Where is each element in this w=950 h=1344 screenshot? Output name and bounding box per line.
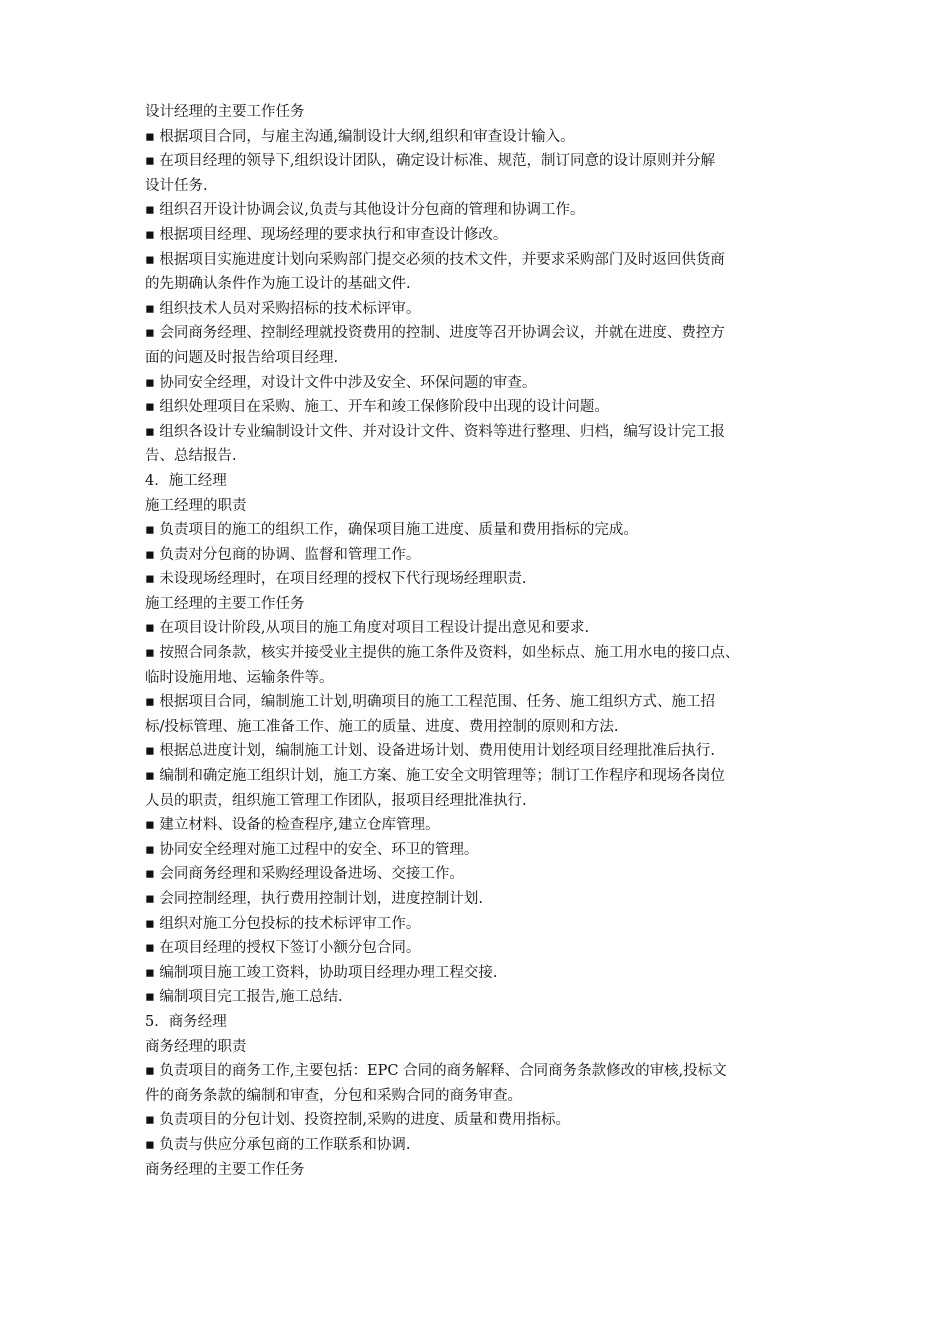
bullet-line: ▪ 负责项目的分包计划、投资控制,采购的进度、质量和费用指标。 bbox=[145, 1112, 571, 1129]
bullet-line: ▪ 负责对分包商的协调、监督和管理工作。 bbox=[145, 546, 421, 563]
text-line: 件的商务条款的编制和审查，分包和采购合同的商务审查。 bbox=[145, 1087, 522, 1104]
bullet-line: ▪ 在项目设计阶段,从项目的施工角度对项目工程设计提出意见和要求. bbox=[145, 620, 590, 637]
text-line: 施工经理的职责 bbox=[145, 497, 247, 514]
bullet-line: ▪ 会同控制经理，执行费用控制计划，进度控制计划. bbox=[145, 891, 484, 907]
text-line: 告、总结报告. bbox=[145, 448, 237, 465]
text-line: 设计经理的主要工作任务 bbox=[145, 104, 305, 120]
bullet-line: ▪ 根据总进度计划，编制施工计划、设备进场计划、费用使用计划经项目经理批准后执行. bbox=[145, 743, 716, 760]
text-line: 商务经理的主要工作任务 bbox=[145, 1161, 305, 1178]
bullet-line: ▪ 会同商务经理和采购经理设备进场、交接工作。 bbox=[145, 866, 464, 883]
bullet-line: ▪ 协同安全经理，对设计文件中涉及安全、环保问题的审查。 bbox=[145, 374, 537, 391]
text-line: 商务经理的职责 bbox=[145, 1038, 247, 1055]
text-line: 人员的职责，组织施工管理工作团队，报项目经理批准执行. bbox=[145, 792, 527, 809]
bullet-line: ▪ 在项目经理的授权下签订小额分包合同。 bbox=[145, 940, 421, 957]
section-heading: 5．商务经理 bbox=[145, 1013, 227, 1030]
text-line: 施工经理的主要工作任务 bbox=[145, 595, 305, 612]
bullet-line: ▪ 负责与供应分承包商的工作联系和协调. bbox=[145, 1136, 411, 1153]
bullet-line: ▪ 会同商务经理、控制经理就投资费用的控制、进度等召开协调会议，并就在进度、费控方 bbox=[145, 325, 725, 342]
bullet-line: ▪ 负责项目的施工的组织工作，确保项目施工进度、质量和费用指标的完成。 bbox=[145, 522, 638, 539]
bullet-line: ▪ 组织各设计专业编制设计文件、并对设计文件、资料等进行整理、归档，编写设计完工报 bbox=[145, 423, 725, 440]
bullet-line: ▪ 在项目经理的领导下,组织设计团队，确定设计标准、规范，制订同意的设计原则并分解 bbox=[145, 153, 716, 170]
text-line: 面的问题及时报告给项目经理. bbox=[145, 349, 339, 366]
bullet-line: ▪ 根据项目经理、现场经理的要求执行和审查设计修改。 bbox=[145, 226, 508, 243]
bullet-line: ▪ 未设现场经理时，在项目经理的授权下代行现场经理职责. bbox=[145, 571, 527, 588]
bullet-line: ▪ 编制和确定施工组织计划，施工方案、施工安全文明管理等；制订工作程序和现场各岗位 bbox=[145, 768, 725, 785]
bullet-line: ▪ 组织技术人员对采购招标的技术标评审。 bbox=[145, 300, 421, 317]
bullet-line: ▪ 协同安全经理对施工过程中的安全、环卫的管理。 bbox=[145, 841, 479, 858]
bullet-line: ▪ 根据项目合同，与雇主沟通,编制设计大纲,组织和审查设计输入。 bbox=[145, 128, 575, 145]
bullet-line: ▪ 编制项目完工报告,施工总结. bbox=[145, 989, 343, 1006]
bullet-line: ▪ 根据项目合同，编制施工计划,明确项目的施工工程范围、任务、施工组织方式、施工招 bbox=[145, 694, 716, 711]
text-line: 临时设施用地、运输条件等。 bbox=[145, 669, 334, 686]
bullet-line: ▪ 组织对施工分包投标的技术标评审工作。 bbox=[145, 915, 421, 932]
bullet-line: ▪ 编制项目施工竣工资料，协助项目经理办理工程交接. bbox=[145, 964, 498, 981]
bullet-line: ▪ 根据项目实施进度计划向采购部门提交必须的技术文件，并要求采购部门及时返回供货商 bbox=[145, 251, 725, 268]
bullet-line: ▪ 按照合同条款，核实并接受业主提供的施工条件及资料，如坐标点、施工用水电的接口点、 bbox=[145, 645, 740, 662]
text-line: 标/投标管理、施工准备工作、施工的质量、进度、费用控制的原则和方法. bbox=[145, 718, 619, 735]
bullet-line: ▪ 建立材料、设备的检查程序,建立仓库管理。 bbox=[145, 817, 440, 834]
section-heading: 4．施工经理 bbox=[145, 472, 227, 489]
bullet-line: ▪ 负责项目的商务工作,主要包括：EPC 合同的商务解释、合同商务条款修改的审核,投标文 bbox=[145, 1063, 727, 1080]
text-line: 设计任务. bbox=[145, 177, 208, 194]
text-line: 的先期确认条件作为施工设计的基础文件. bbox=[145, 276, 411, 293]
document-body bbox=[145, 100, 825, 1182]
bullet-line: ▪ 组织召开设计协调会议,负责与其他设计分包商的管理和协调工作。 bbox=[145, 202, 585, 219]
bullet-line: ▪ 组织处理项目在采购、施工、开车和竣工保修阶段中出现的设计问题。 bbox=[145, 399, 609, 416]
